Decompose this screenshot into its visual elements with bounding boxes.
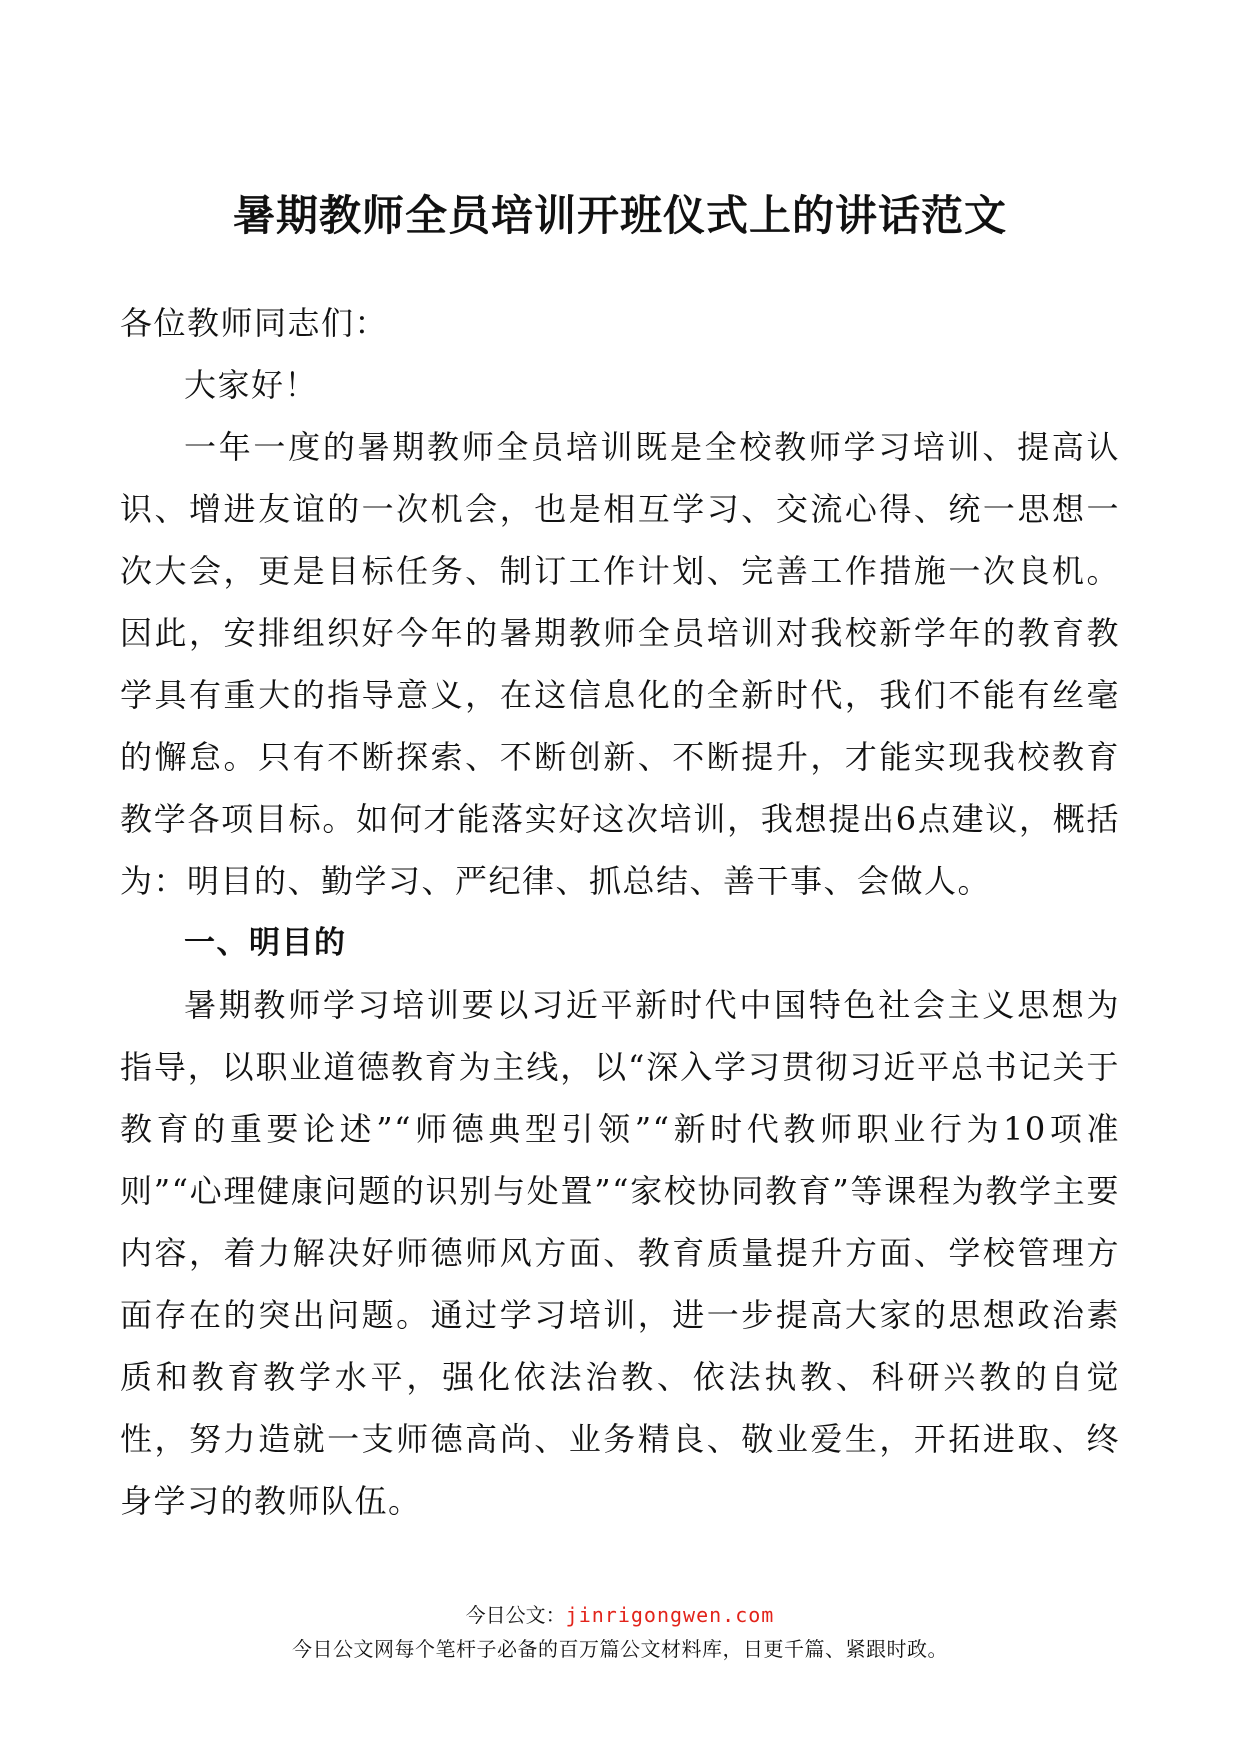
- section-paragraph: 暑期教师学习培训要以习近平新时代中国特色社会主义思想为指导，以职业道德教育为主线，以“深入学习贯彻习近平总书记关于教育的重要论述”“师德典型引领”“新时代教师职业行为10项准则”“心理健康问题的识别与处置”“家校协同教育”等课程为教学主要内容，着力解决好师德师风方面、教育质量提升方面、学校管理方面存在的突出问题。通过学习培训，进一步提高大家的思想政治素质和教育教学水平，强化依法治教、依法执教、科研兴教的自觉性，努力造就一支师德高尚、业务精良、敬业爱生，开拓进取、终身学习的教师队伍。: [120, 986, 1120, 1520]
- footer: [0, 1598, 1240, 1666]
- footer-site-link[interactable]: jinrigongwen.com: [565, 1603, 775, 1627]
- intro-paragraph: 一年一度的暑期教师全员培训既是全校教师学习培训、提高认识、增进友谊的一次机会，也是相互学习、交流心得、统一思想一次大会，更是目标任务、制订工作计划、完善工作措施一次良机。因此，安排组织好今年的暑期教师全员培训对我校新学年的教育教学具有重大的指导意义，在这信息化的全新时代，我们不能有丝毫的懈怠。只有不断探索、不断创新、不断提升，才能实现我校教育教学各项目标。如何才能落实好这次培训，我想提出6点建议，概括为：明目的、勤学习、严纪律、抓总结、善干事、会做人。: [120, 428, 1120, 900]
- salutation: 各位教师同志们：: [120, 304, 389, 342]
- footer-site-line: [0, 1598, 1240, 1632]
- footer-slogan: 今日公文网每个笔杆子必备的百万篇公文材料库，日更千篇、紧跟时政。: [292, 1637, 948, 1661]
- section-heading: 一、明目的: [184, 925, 347, 961]
- document-body: [120, 292, 1120, 1532]
- footer-site-label: 今日公文：: [465, 1603, 566, 1627]
- document-title: 暑期教师全员培训开班仪式上的讲话范文: [232, 191, 1007, 240]
- greeting: 大家好！: [184, 366, 319, 404]
